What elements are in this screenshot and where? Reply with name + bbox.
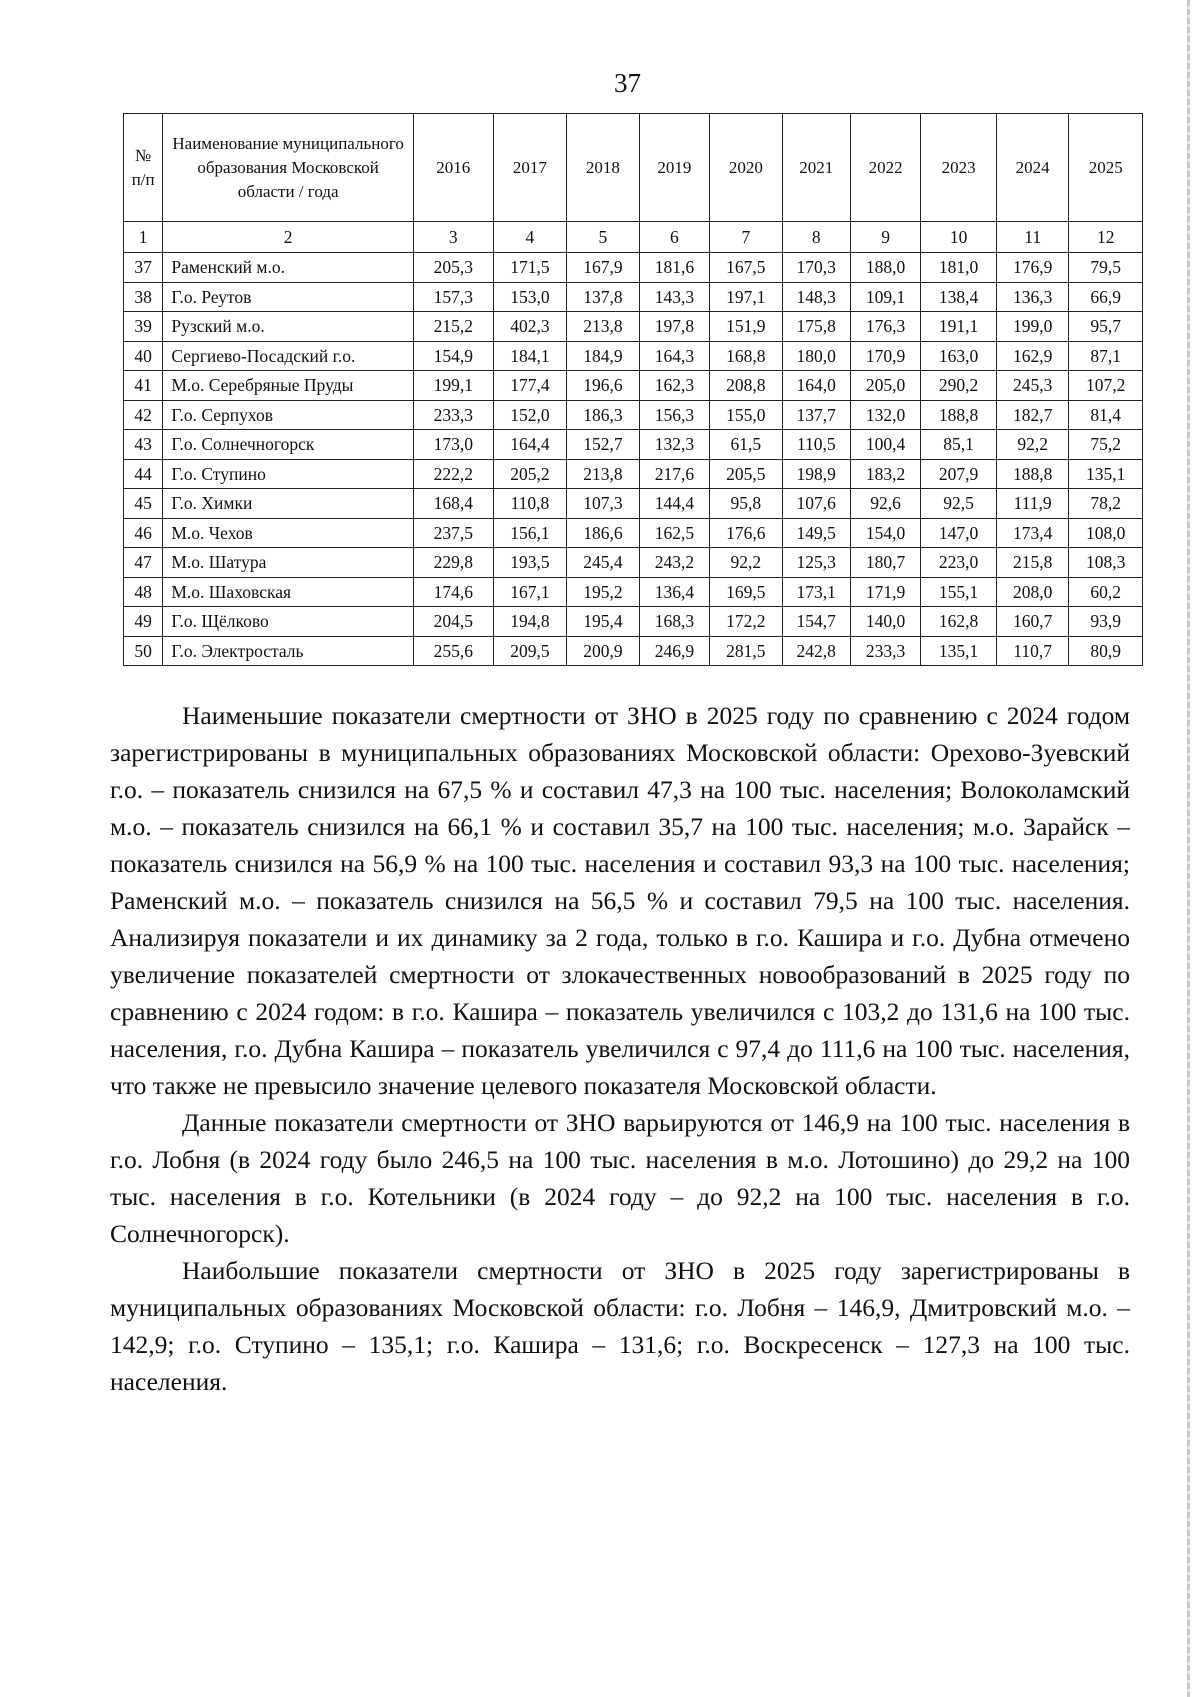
row-number: 45 — [124, 489, 163, 519]
rate-value: 168,4 — [413, 489, 493, 519]
rate-value: 204,5 — [413, 607, 493, 637]
table-header-row — [124, 114, 1143, 222]
rate-value: 107,6 — [782, 489, 850, 519]
rate-value: 233,3 — [413, 400, 493, 430]
rate-value: 157,3 — [413, 282, 493, 312]
rate-value: 151,9 — [710, 312, 782, 342]
rate-value: 95,8 — [710, 489, 782, 519]
rate-value: 255,6 — [413, 636, 493, 666]
rate-value: 92,6 — [850, 489, 920, 519]
rate-value: 208,8 — [710, 371, 782, 401]
row-number: 44 — [124, 459, 163, 489]
rate-value: 140,0 — [850, 607, 920, 637]
rate-value: 176,3 — [850, 312, 920, 342]
municipality-name: М.о. Шаховская — [163, 577, 414, 607]
table-row — [124, 548, 1143, 578]
column-index: 1 — [124, 222, 163, 253]
rate-value: 223,0 — [921, 548, 997, 578]
rate-value: 135,1 — [921, 636, 997, 666]
rate-value: 171,9 — [850, 577, 920, 607]
row-number: 43 — [124, 430, 163, 460]
rate-value: 172,2 — [710, 607, 782, 637]
rate-value: 155,1 — [921, 577, 997, 607]
municipality-name: Г.о. Щёлково — [163, 607, 414, 637]
table-row — [124, 577, 1143, 607]
row-number: 39 — [124, 312, 163, 342]
rate-value: 60,2 — [1069, 577, 1143, 607]
rate-value: 168,3 — [639, 607, 709, 637]
rate-value: 80,9 — [1069, 636, 1143, 666]
rate-value: 184,9 — [567, 341, 639, 371]
rate-value: 61,5 — [710, 430, 782, 460]
rate-value: 75,2 — [1069, 430, 1143, 460]
rate-value: 176,9 — [996, 253, 1068, 283]
rate-value: 170,9 — [850, 341, 920, 371]
rate-value: 176,6 — [710, 518, 782, 548]
rate-value: 153,0 — [493, 282, 567, 312]
rate-value: 281,5 — [710, 636, 782, 666]
rate-value: 168,8 — [710, 341, 782, 371]
rate-value: 175,8 — [782, 312, 850, 342]
table-row — [124, 341, 1143, 371]
municipality-name: М.о. Шатура — [163, 548, 414, 578]
rate-value: 107,3 — [567, 489, 639, 519]
rate-value: 160,7 — [996, 607, 1068, 637]
rate-value: 180,7 — [850, 548, 920, 578]
municipality-name: Г.о. Электросталь — [163, 636, 414, 666]
rate-value: 246,9 — [639, 636, 709, 666]
rate-value: 138,4 — [921, 282, 997, 312]
rate-value: 181,6 — [639, 253, 709, 283]
column-index: 6 — [639, 222, 709, 253]
rate-value: 205,3 — [413, 253, 493, 283]
rate-value: 125,3 — [782, 548, 850, 578]
rate-value: 109,1 — [850, 282, 920, 312]
rate-value: 79,5 — [1069, 253, 1143, 283]
table-row — [124, 371, 1143, 401]
header-year: 2024 — [996, 114, 1068, 222]
rate-value: 81,4 — [1069, 400, 1143, 430]
municipality-name: Г.о. Солнечногорск — [163, 430, 414, 460]
table-row — [124, 518, 1143, 548]
rate-value: 245,3 — [996, 371, 1068, 401]
rate-value: 164,3 — [639, 341, 709, 371]
table-row — [124, 636, 1143, 666]
rate-value: 95,7 — [1069, 312, 1143, 342]
table-row — [124, 282, 1143, 312]
rate-value: 198,9 — [782, 459, 850, 489]
rate-value: 208,0 — [996, 577, 1068, 607]
rate-value: 194,8 — [493, 607, 567, 637]
rate-value: 207,9 — [921, 459, 997, 489]
rate-value: 186,3 — [567, 400, 639, 430]
column-index: 7 — [710, 222, 782, 253]
table-row — [124, 400, 1143, 430]
rate-value: 188,8 — [921, 400, 997, 430]
rate-value: 100,4 — [850, 430, 920, 460]
rate-value: 108,3 — [1069, 548, 1143, 578]
rate-value: 164,0 — [782, 371, 850, 401]
rate-value: 196,6 — [567, 371, 639, 401]
rate-value: 209,5 — [493, 636, 567, 666]
rate-value: 193,5 — [493, 548, 567, 578]
header-year: 2016 — [413, 114, 493, 222]
rate-value: 205,2 — [493, 459, 567, 489]
paragraph-range: Данные показатели смертности от ЗНО варьируются от 146,9 на 100 тыс. населения в г.о. Лобня (в 2024 году было 246,5 на 100 тыс. населения в м.о. Лотошино) до 29,2 на 100 тыс. населения в г.о. Котельники (в 2024 году – до 92,2 на 100 тыс. населения в г.о. Солнечногорск). — [110, 1108, 1130, 1248]
municipality-name: Г.о. Ступино — [163, 459, 414, 489]
table-row — [124, 459, 1143, 489]
column-index: 10 — [921, 222, 997, 253]
column-index: 9 — [850, 222, 920, 253]
rate-value: 290,2 — [921, 371, 997, 401]
column-index: 2 — [163, 222, 414, 253]
body-text — [110, 697, 1130, 1400]
rate-value: 108,0 — [1069, 518, 1143, 548]
column-index-row — [124, 222, 1143, 253]
table-header — [124, 114, 1143, 253]
rate-value: 93,9 — [1069, 607, 1143, 637]
rate-value: 174,6 — [413, 577, 493, 607]
rate-value: 156,1 — [493, 518, 567, 548]
rate-value: 199,0 — [996, 312, 1068, 342]
row-number: 40 — [124, 341, 163, 371]
rate-value: 149,5 — [782, 518, 850, 548]
rate-value: 132,0 — [850, 400, 920, 430]
header-year: 2021 — [782, 114, 850, 222]
rate-value: 92,5 — [921, 489, 997, 519]
rate-value: 243,2 — [639, 548, 709, 578]
rate-value: 154,0 — [850, 518, 920, 548]
header-year: 2017 — [493, 114, 567, 222]
rate-value: 110,5 — [782, 430, 850, 460]
header-year: 2019 — [639, 114, 709, 222]
rate-value: 162,8 — [921, 607, 997, 637]
rate-value: 169,5 — [710, 577, 782, 607]
paragraph-highest-rates: Наибольшие показатели смертности от ЗНО в 2025 году зарегистрированы в муниципальных образованиях Московской области: г.о. Лобня – 146,9, Дмитровский м.о. – 142,9; г.о. Ступино – 135,1; г.о. Кашира – 131,6; г.о. Воскресенск – 127,3 на 100 тыс. населения. — [110, 1256, 1130, 1396]
rate-value: 229,8 — [413, 548, 493, 578]
rate-value: 162,9 — [996, 341, 1068, 371]
page-number: 37 — [614, 68, 641, 98]
rate-value: 233,3 — [850, 636, 920, 666]
column-index: 11 — [996, 222, 1068, 253]
rate-value: 242,8 — [782, 636, 850, 666]
row-number: 46 — [124, 518, 163, 548]
rate-value: 167,9 — [567, 253, 639, 283]
rate-value: 137,8 — [567, 282, 639, 312]
rate-value: 205,0 — [850, 371, 920, 401]
rate-value: 78,2 — [1069, 489, 1143, 519]
row-number: 50 — [124, 636, 163, 666]
rate-value: 215,2 — [413, 312, 493, 342]
column-index: 5 — [567, 222, 639, 253]
rate-value: 136,3 — [996, 282, 1068, 312]
rate-value: 173,4 — [996, 518, 1068, 548]
rate-value: 197,8 — [639, 312, 709, 342]
municipality-name: М.о. Серебряные Пруды — [163, 371, 414, 401]
rate-value: 217,6 — [639, 459, 709, 489]
rate-value: 152,7 — [567, 430, 639, 460]
mortality-table — [123, 113, 1143, 666]
row-number: 48 — [124, 577, 163, 607]
rate-value: 205,5 — [710, 459, 782, 489]
column-index: 3 — [413, 222, 493, 253]
column-index: 12 — [1069, 222, 1143, 253]
rate-value: 154,7 — [782, 607, 850, 637]
rate-value: 188,8 — [996, 459, 1068, 489]
rate-value: 402,3 — [493, 312, 567, 342]
rate-value: 144,4 — [639, 489, 709, 519]
rate-value: 181,0 — [921, 253, 997, 283]
column-index: 8 — [782, 222, 850, 253]
municipality-name: Г.о. Серпухов — [163, 400, 414, 430]
rate-value: 167,1 — [493, 577, 567, 607]
municipality-name: Раменский м.о. — [163, 253, 414, 283]
rate-value: 154,9 — [413, 341, 493, 371]
rate-value: 162,5 — [639, 518, 709, 548]
rate-value: 186,6 — [567, 518, 639, 548]
rate-value: 136,4 — [639, 577, 709, 607]
header-year: 2018 — [567, 114, 639, 222]
rate-value: 170,3 — [782, 253, 850, 283]
rate-value: 148,3 — [782, 282, 850, 312]
rate-value: 132,3 — [639, 430, 709, 460]
row-number: 47 — [124, 548, 163, 578]
rate-value: 137,7 — [782, 400, 850, 430]
rate-value: 199,1 — [413, 371, 493, 401]
rate-value: 111,9 — [996, 489, 1068, 519]
municipality-name: Рузский м.о. — [163, 312, 414, 342]
row-number: 38 — [124, 282, 163, 312]
row-number: 49 — [124, 607, 163, 637]
rate-value: 173,0 — [413, 430, 493, 460]
rate-value: 183,2 — [850, 459, 920, 489]
paragraph-lowest-rates: Наименьшие показатели смертности от ЗНО в 2025 году по сравнению с 2024 годом зарегистрированы в муниципальных образованиях Московской области: Орехово-Зуевский г.о. – показатель снизился на 67,5 % и составил 47,3 на 100 тыс. населения; Волоколамский м.о. – показатель снизился на 66,1 % и составил 35,7 на 100 тыс. населения; м.о. Зарайск – показатель снизился на 56,9 % на 100 тыс. населения и составил 93,3 на 100 тыс. населения; Раменский м.о. – показатель снизился на 56,5 % и составил 79,5 на 100 тыс. населения. Анализируя показатели и их динамику за 2 года, только в г.о. Кашира и г.о. Дубна отмечено увеличение показателей смертности от злокачественных новообразований в 2025 году по сравнению с 2024 годом: в г.о. Кашира – показатель увеличился с 103,2 до 131,6 на 100 тыс. населения, г.о. Дубна Кашира – показатель увеличился с 97,4 до 111,6 на 100 тыс. населения, что также не превысило значение целевого показателя Московской области. — [110, 701, 1130, 1100]
rate-value: 237,5 — [413, 518, 493, 548]
municipality-name: Сергиево-Посадский г.о. — [163, 341, 414, 371]
table-row — [124, 489, 1143, 519]
row-number: 41 — [124, 371, 163, 401]
rate-value: 107,2 — [1069, 371, 1143, 401]
rate-value: 184,1 — [493, 341, 567, 371]
rate-value: 167,5 — [710, 253, 782, 283]
rate-value: 195,4 — [567, 607, 639, 637]
table-row — [124, 253, 1143, 283]
scan-edge-artifact — [1187, 0, 1190, 1697]
rate-value: 147,0 — [921, 518, 997, 548]
rate-value: 135,1 — [1069, 459, 1143, 489]
rate-value: 163,0 — [921, 341, 997, 371]
header-year: 2020 — [710, 114, 782, 222]
header-number: № п/п — [124, 114, 163, 222]
rate-value: 182,7 — [996, 400, 1068, 430]
rate-value: 85,1 — [921, 430, 997, 460]
rate-value: 188,0 — [850, 253, 920, 283]
row-number: 37 — [124, 253, 163, 283]
rate-value: 164,4 — [493, 430, 567, 460]
row-number: 42 — [124, 400, 163, 430]
municipality-name: Г.о. Химки — [163, 489, 414, 519]
rate-value: 155,0 — [710, 400, 782, 430]
table-row — [124, 607, 1143, 637]
header-year: 2023 — [921, 114, 997, 222]
rate-value: 177,4 — [493, 371, 567, 401]
rate-value: 162,3 — [639, 371, 709, 401]
rate-value: 143,3 — [639, 282, 709, 312]
header-year: 2022 — [850, 114, 920, 222]
rate-value: 110,7 — [996, 636, 1068, 666]
rate-value: 222,2 — [413, 459, 493, 489]
header-year: 2025 — [1069, 114, 1143, 222]
rate-value: 110,8 — [493, 489, 567, 519]
rate-value: 92,2 — [710, 548, 782, 578]
table-row — [124, 430, 1143, 460]
rate-value: 173,1 — [782, 577, 850, 607]
rate-value: 200,9 — [567, 636, 639, 666]
rate-value: 195,2 — [567, 577, 639, 607]
table-row — [124, 312, 1143, 342]
header-municipality: Наименование муниципального образования Московской области / года — [163, 114, 414, 222]
municipality-name: М.о. Чехов — [163, 518, 414, 548]
rate-value: 92,2 — [996, 430, 1068, 460]
rate-value: 245,4 — [567, 548, 639, 578]
municipality-name: Г.о. Реутов — [163, 282, 414, 312]
rate-value: 213,8 — [567, 312, 639, 342]
rate-value: 213,8 — [567, 459, 639, 489]
column-index: 4 — [493, 222, 567, 253]
rate-value: 152,0 — [493, 400, 567, 430]
table-body — [124, 253, 1143, 666]
rate-value: 87,1 — [1069, 341, 1143, 371]
rate-value: 180,0 — [782, 341, 850, 371]
rate-value: 215,8 — [996, 548, 1068, 578]
rate-value: 156,3 — [639, 400, 709, 430]
rate-value: 66,9 — [1069, 282, 1143, 312]
rate-value: 171,5 — [493, 253, 567, 283]
rate-value: 197,1 — [710, 282, 782, 312]
rate-value: 191,1 — [921, 312, 997, 342]
